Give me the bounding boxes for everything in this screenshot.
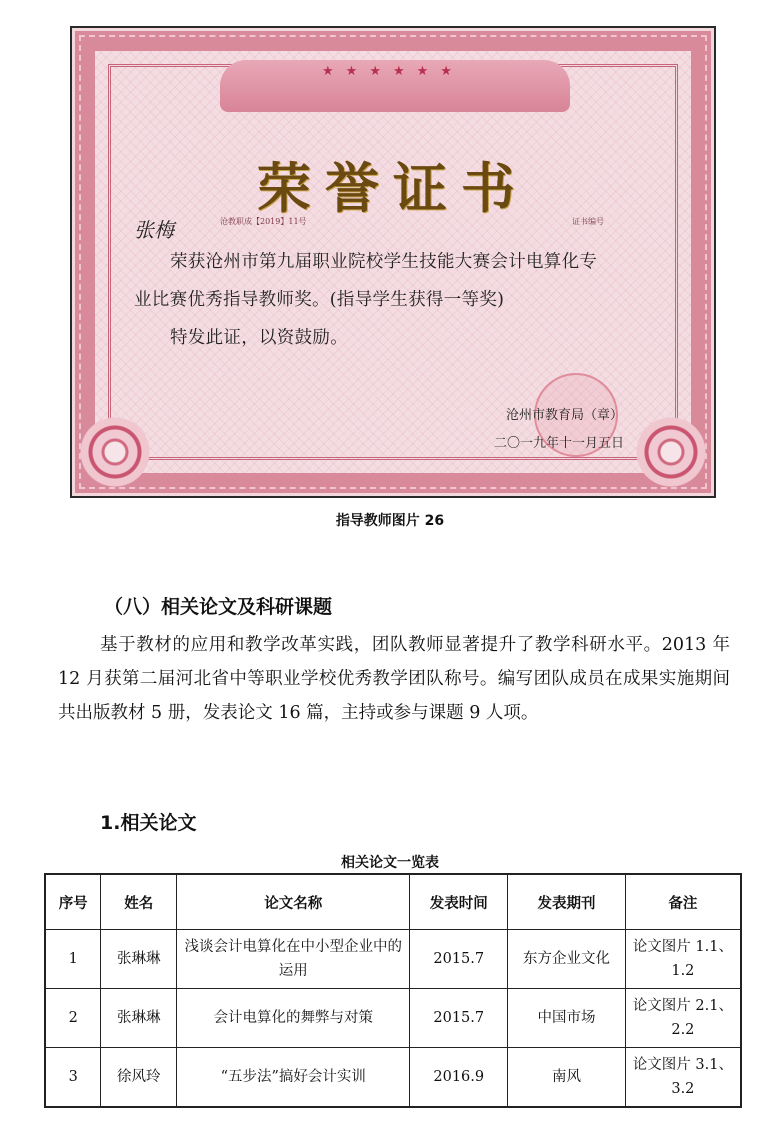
header-journal: 发表期刊 <box>508 874 626 930</box>
certificate-body-line: 荣获沧州市第九届职业院校学生技能大赛会计电算化专 <box>170 252 598 272</box>
certificate-body-line: 特发此证，以资鼓励。 <box>170 328 348 348</box>
cell-journal: 东方企业文化 <box>508 930 626 989</box>
cell-name: 张琳琳 <box>101 989 177 1048</box>
table-row <box>45 1048 741 1108</box>
certificate-doc-number: 沧教职成【2019】11号 <box>220 217 307 226</box>
certificate-stars: ★★★★★★ <box>322 64 464 79</box>
cell-journal: 南风 <box>508 1048 626 1108</box>
certificate-number-label: 证书编号 <box>572 217 604 226</box>
cell-index: 3 <box>45 1048 101 1108</box>
corner-rosette-right <box>636 408 706 488</box>
header-remarks: 备注 <box>625 874 741 930</box>
header-name: 姓名 <box>101 874 177 930</box>
cell-publish-date: 2015.7 <box>410 930 508 989</box>
cell-remarks: 论文图片 1.1、1.2 <box>625 930 741 989</box>
certificate-title: 荣誉证书 <box>257 156 529 220</box>
certificate-recipient: 张梅 <box>134 218 174 242</box>
cell-remarks: 论文图片 3.1、3.2 <box>625 1048 741 1108</box>
certificate-image <box>70 26 716 498</box>
corner-rosette-left <box>80 408 150 488</box>
cell-index: 2 <box>45 989 101 1048</box>
header-index: 序号 <box>45 874 101 930</box>
papers-table <box>44 873 742 1108</box>
section-paragraph: 基于教材的应用和教学改革实践，团队教师显著提升了教学科研水平。2013 年 12 月获第二届河北省中等职业学校优秀教学团队称号。编写团队成员在成果实施期间共出版教材 5 册，发表论文 16 篇，主持或参与课题 9 人项。 <box>58 635 730 723</box>
table-caption: 相关论文一览表 <box>341 855 439 871</box>
cell-publish-date: 2015.7 <box>410 989 508 1048</box>
cell-publish-date: 2016.9 <box>410 1048 508 1108</box>
cell-remarks: 论文图片 2.1、2.2 <box>625 989 741 1048</box>
certificate-body-line: 业比赛优秀指导教师奖。(指导学生获得一等奖) <box>134 290 505 310</box>
certificate-issuer: 沧州市教育局（章） <box>506 408 624 423</box>
header-paper-title: 论文名称 <box>177 874 410 930</box>
header-publish-date: 发表时间 <box>410 874 508 930</box>
table-row <box>45 989 741 1048</box>
cell-name: 徐风玲 <box>101 1048 177 1108</box>
figure-caption: 指导教师图片 26 <box>335 513 445 529</box>
cell-paper-title: “五步法”搞好会计实训 <box>177 1048 410 1108</box>
cell-paper-title: 会计电算化的舞弊与对策 <box>177 989 410 1048</box>
table-header-row <box>45 874 741 930</box>
subsection-heading: 1.相关论文 <box>100 812 197 834</box>
cell-paper-title: 浅谈会计电算化在中小型企业中的运用 <box>177 930 410 989</box>
cell-name: 张琳琳 <box>101 930 177 989</box>
table-row <box>45 930 741 989</box>
cell-journal: 中国市场 <box>508 989 626 1048</box>
certificate-date: 二〇一九年十一月五日 <box>494 436 625 451</box>
cell-index: 1 <box>45 930 101 989</box>
section-heading: （八）相关论文及科研课题 <box>104 596 333 618</box>
